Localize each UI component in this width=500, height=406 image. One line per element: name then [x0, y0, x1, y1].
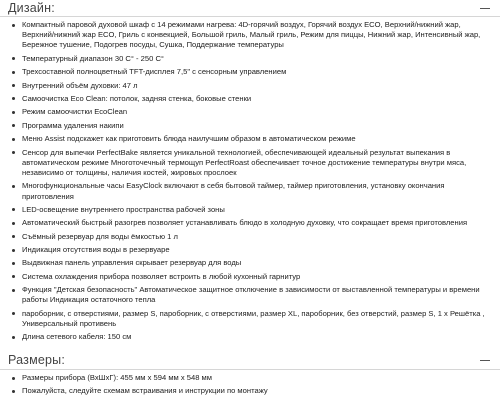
- design-spec-list: [0, 17, 500, 343]
- dimensions-section-title: Размеры:: [8, 353, 66, 367]
- dimensions-section-header[interactable]: [0, 351, 500, 369]
- list-item: Трехсоставной полноцветный TFT-дисплея 7,5" с сенсорным управлением: [12, 67, 488, 77]
- collapse-minus-icon[interactable]: [480, 3, 490, 13]
- list-item: Программа удаления накипи: [12, 121, 488, 131]
- list-item: Длина сетевого кабеля: 150 см: [12, 332, 488, 342]
- list-item: пароборник, с отверстиями, размер S, пароборник, с отверстиями, размер XL, пароборник, без отверстий, размер S, 1 x Решётка , Универсальный противень: [12, 309, 488, 329]
- list-item: Пожалуйста, следуйте схемам встраивания и инструкции по монтажу: [12, 386, 488, 396]
- collapse-minus-icon[interactable]: [480, 355, 490, 365]
- design-section-header[interactable]: [0, 0, 500, 16]
- list-item: Внутренний объём духовки: 47 л: [12, 81, 488, 91]
- list-item: Размеры прибора (ВхШхГ): 455 мм x 594 мм x 548 мм: [12, 373, 488, 383]
- list-item: Меню Assist подскажет как приготовить блюда наилучшим образом в автоматическом режиме: [12, 134, 488, 144]
- list-item: Компактный паровой духовой шкаф с 14 режимами нагрева: 4D-горячий воздух, Горячий воздух ECO, Верхний/нижний жар, Верхний/нижний жар ECO, Гриль с конвекцией, Большой гриль, Малый гриль, Режим для пиццы, Нижний жар, Интенсивный жар, Бережное тушение, Подогрев посуды, Сушка, Поддержание температуры: [12, 20, 488, 51]
- list-item: Температурный диапазон 30 C° - 250 C°: [12, 54, 488, 64]
- list-item: Автоматический быстрый разогрев позволяет устанавливать блюдо в холодную духовку, что сокращает время приготовления: [12, 218, 488, 228]
- list-item: Режим самоочистки EcoClean: [12, 107, 488, 117]
- list-item: Выдвижная панель управления скрывает резервуар для воды: [12, 258, 488, 268]
- dimensions-section: [0, 351, 500, 400]
- list-item: Функция "Детская безопасность" Автоматическое защитное отключение в зависимости от выставленной температуры и времени работы Индикация остаточного тепла: [12, 285, 488, 305]
- dimensions-spec-list: [0, 370, 500, 397]
- list-item: Сенсор для выпечки PerfectBake является уникальной технологией, обеспечивающей идеальный результат выпекания в автоматическом режиме Многоточечный термощуп PerfectRoast обеспечивает точное достижение температуры внутри мяса, независимо от толщины, наличия костей, жировых прослоек: [12, 148, 488, 179]
- list-item: Индикация отсутствия воды в резервуаре: [12, 245, 488, 255]
- list-item: Съёмный резервуар для воды ёмкостью 1 л: [12, 232, 488, 242]
- design-section-title: Дизайн:: [8, 1, 55, 15]
- list-item: Система охлаждения прибора позволяет встроить в любой кухонный гарнитур: [12, 272, 488, 282]
- list-item: LED-освещение внутреннего пространства рабочей зоны: [12, 205, 488, 215]
- list-item: Самоочистка Eco Clean: потолок, задняя стенка, боковые стенки: [12, 94, 488, 104]
- list-item: Многофункциональные часы EasyClock включают в себя бытовой таймер, таймер приготовления, установку окончания приготовления: [12, 181, 488, 201]
